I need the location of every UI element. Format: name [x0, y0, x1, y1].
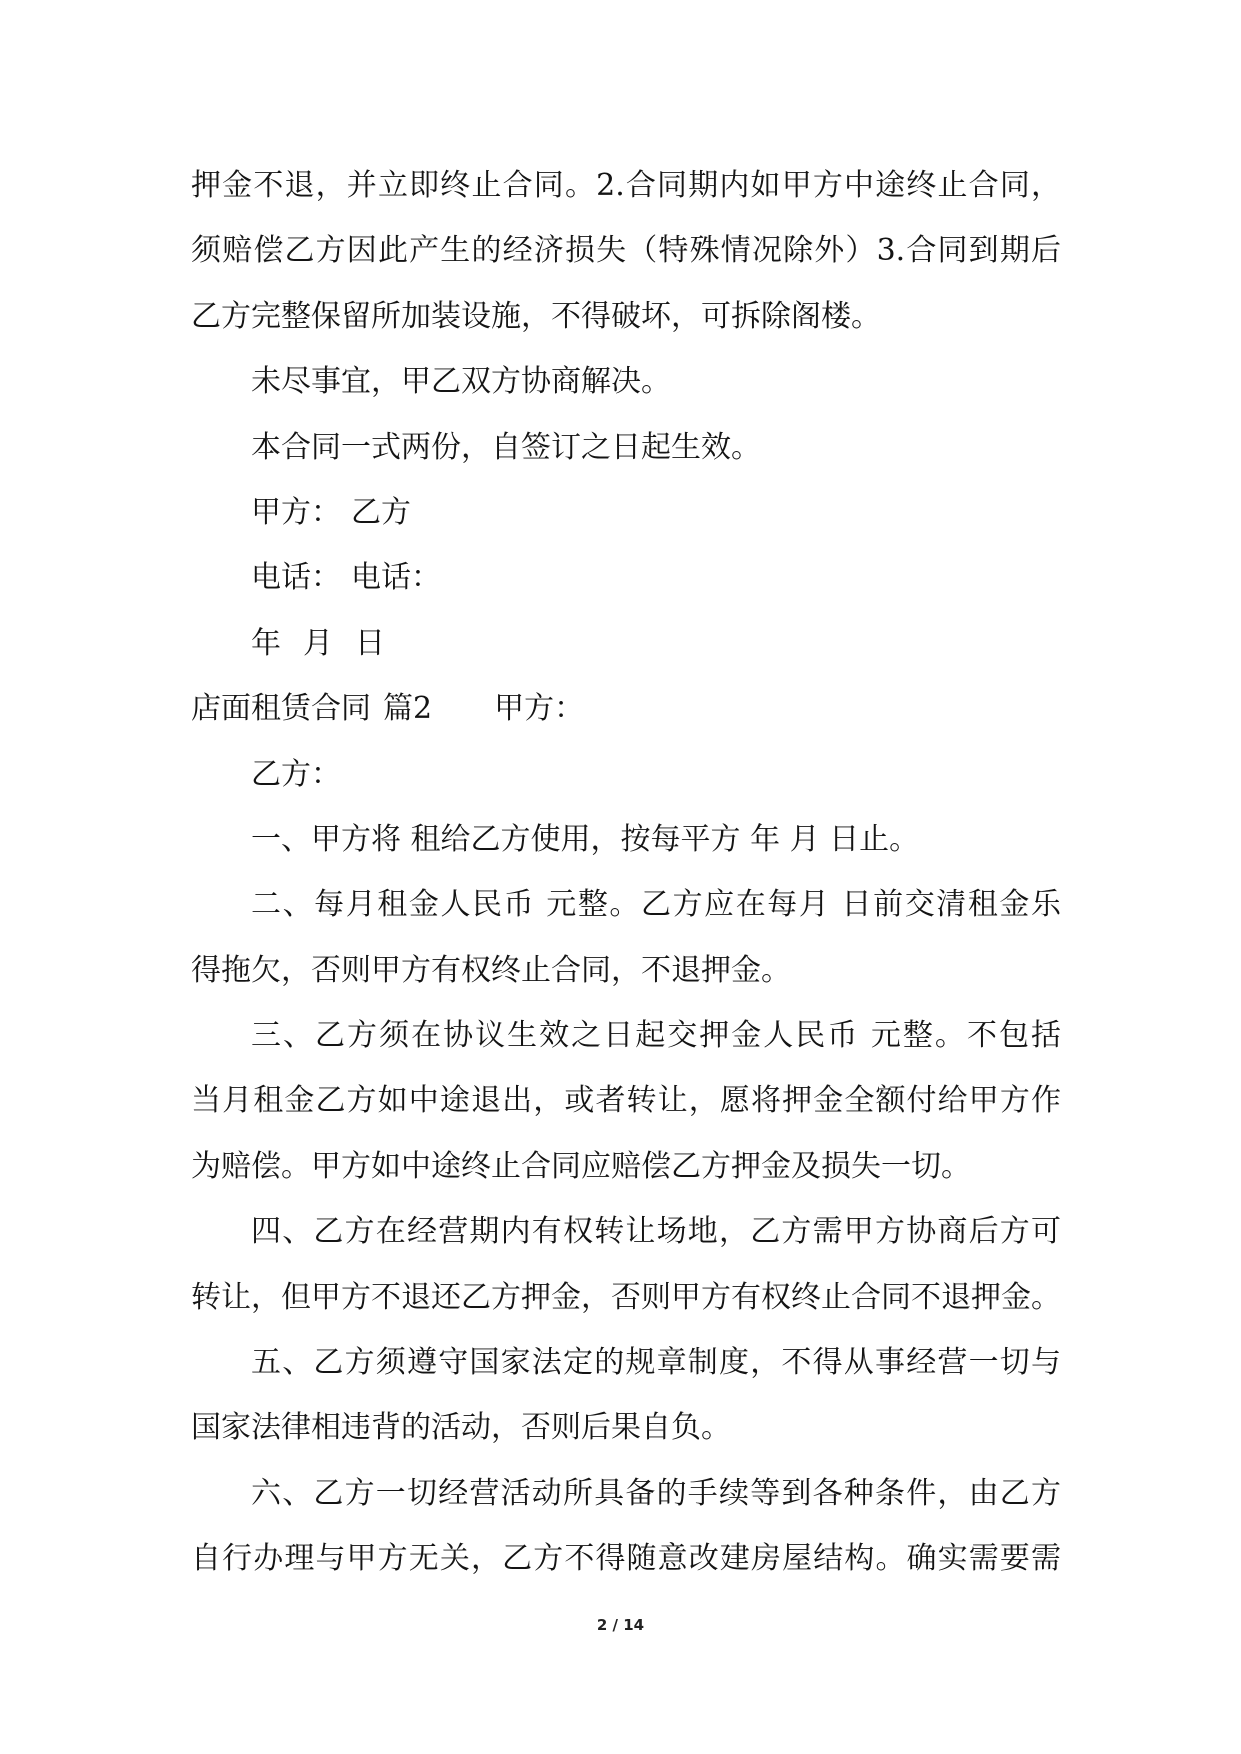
party-b-label: 乙方：	[251, 756, 341, 792]
contract-title: 店面租赁合同	[191, 691, 371, 727]
date-year-label: 年	[251, 625, 281, 661]
party-a-label: 甲方：	[494, 691, 585, 727]
page-indicator: 2 / 14	[596, 1616, 645, 1634]
party-b-phone-label: 电话：	[351, 560, 441, 596]
date-day-label: 日	[355, 625, 385, 661]
clause-5-line: 国家法律相违背的活动，否则后果自负。	[191, 1410, 731, 1446]
copies-effect-paragraph: 本合同一式两份，自签订之日起生效。	[251, 429, 761, 465]
clause-3-line: 为赔偿。甲方如中途终止合同应赔偿乙方押金及损失一切。	[191, 1148, 971, 1184]
clause-2-line: 二、每月租金人民币 元整。乙方应在每月 日前交清租金乐	[251, 887, 1061, 923]
date-month-label: 月	[303, 625, 333, 661]
unresolved-matters-paragraph: 未尽事宜，甲乙双方协商解决。	[251, 364, 671, 400]
contract-2-heading	[191, 676, 1061, 741]
clause-6-line: 自行办理与甲方无关，乙方不得随意改建房屋结构。确实需要需	[191, 1541, 1061, 1577]
clause-6-line: 六、乙方一切经营活动所具备的手续等到各种条件，由乙方	[251, 1475, 1061, 1511]
document-body	[191, 153, 1061, 1592]
clause-5-line: 五、乙方须遵守国家法定的规章制度，不得从事经营一切与	[251, 1345, 1061, 1381]
continuation-line: 乙方完整保留所加装设施，不得破坏，可拆除阁楼。	[191, 298, 881, 334]
clause-3-line: 当月租金乙方如中途退出，或者转让，愿将押金全额付给甲方作	[191, 1083, 1061, 1119]
clause-1-line: 一、甲方将 租给乙方使用，按每平方 年 月 日止。	[251, 821, 920, 857]
phone-line	[191, 545, 1061, 610]
party-b-signature-label: 乙方	[351, 494, 411, 530]
clause-4-line: 四、乙方在经营期内有权转让场地，乙方需甲方协商后方可	[251, 1214, 1061, 1250]
party-a-phone-label: 电话：	[251, 560, 341, 596]
continuation-line: 押金不退，并立即终止合同。2.合同期内如甲方中途终止合同，	[191, 168, 1061, 203]
clause-3-line: 三、乙方须在协议生效之日起交押金人民币 元整。不包括	[251, 1018, 1061, 1054]
signature-line	[191, 480, 1061, 545]
continuation-line: 须赔偿乙方因此产生的经济损失（特殊情况除外）3.合同到期后	[191, 233, 1061, 269]
date-line	[191, 611, 1061, 676]
contract-part-label: 篇2	[383, 691, 433, 727]
party-a-signature-label: 甲方：	[251, 494, 341, 530]
clause-2-line: 得拖欠，否则甲方有权终止合同，不退押金。	[191, 952, 791, 988]
clause-4-line: 转让，但甲方不退还乙方押金，否则甲方有权终止合同不退押金。	[191, 1279, 1061, 1315]
